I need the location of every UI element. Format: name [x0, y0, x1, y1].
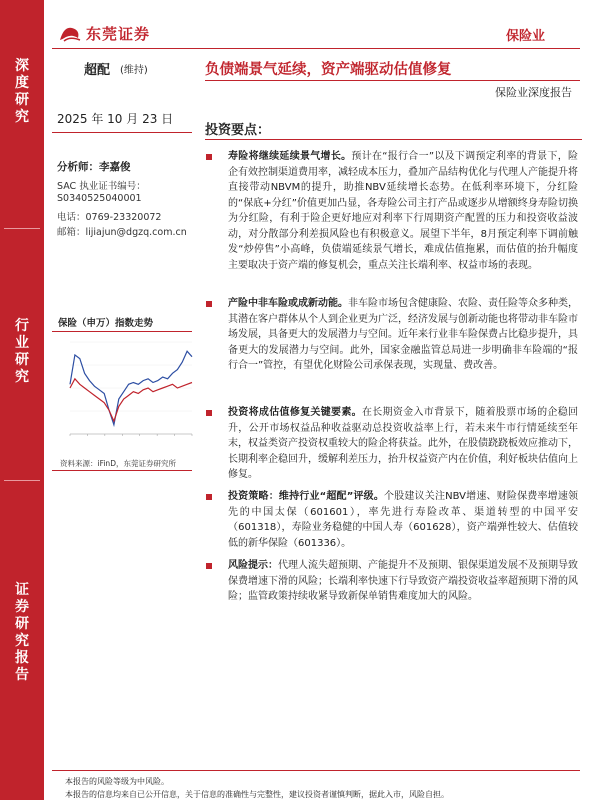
key-point-5: [228, 558, 578, 605]
sidebar-label-industry-research: [0, 318, 44, 386]
sidebar-char: 证: [15, 582, 29, 598]
bullet-marker: [206, 410, 212, 416]
rating-note: (维持): [120, 65, 148, 76]
key-point-2: [228, 296, 578, 374]
chart-series-line-2: [70, 379, 192, 421]
key-points-divider: [205, 139, 582, 140]
date-divider: [52, 132, 192, 133]
sidebar-char: 业: [15, 335, 29, 351]
sidebar-char: 究: [15, 633, 29, 649]
company-logo: [58, 23, 150, 44]
key-point-lead: 寿险将继续延续景气增长。: [228, 151, 352, 162]
analyst-phone: 电话：0769-23320072: [57, 212, 162, 223]
cert-label: SAC 执业证书编号：: [57, 181, 146, 192]
chart-top-divider: [52, 331, 192, 332]
sidebar-char: 究: [15, 109, 29, 125]
key-point-lead: 投资策略：维持行业“超配”评级。: [228, 491, 385, 502]
bullet-marker: [206, 301, 212, 307]
sidebar-char: 研: [15, 92, 29, 108]
sidebar-char: 行: [15, 318, 29, 334]
bullet-marker: [206, 154, 212, 160]
key-points-title: 投资要点：: [205, 123, 271, 138]
bullet-marker: [206, 563, 212, 569]
company-name: 东莞证券: [86, 25, 151, 43]
sidebar-char: 度: [15, 75, 29, 91]
sidebar: [0, 0, 44, 800]
title-divider: [205, 80, 580, 81]
key-point-text: 个股建议关注NBV增速、财险保费率增速领先的中国太保（601601），率先进行寿险改革、渠道转型的中国平安（601318），寿险业务稳健的中国人寿（601628），资产端弹性较大、估值较低的新华保险（601336）。: [228, 491, 578, 549]
industry-tag: 保险业: [505, 29, 545, 44]
footer-disclaimer: 本报告的信息均来自已公开信息，关于信息的准确性与完整性，建议投资者谨慎判断，据此入市，风险自担。: [65, 790, 449, 799]
footer-risk-level: 本报告的风险等级为中风险。: [65, 777, 169, 786]
bullet-marker: [206, 494, 212, 500]
key-point-lead: 风险提示：: [228, 560, 278, 571]
sidebar-divider: [4, 480, 40, 481]
analyst-email[interactable]: 邮箱：lijiajun@dgzq.com.cn: [57, 227, 187, 238]
cert-number: S0340525040001: [57, 193, 142, 204]
sidebar-char: 券: [15, 599, 29, 615]
report-type: 保险业深度报告: [495, 86, 572, 99]
key-point-text: 在长期资金入市背景下，随着股票市场的企稳回升，公开市场权益品种收益驱动总投资收益率上行，若未来牛市行情延续至年末，权益类资产投资权重较大的险企将获益。此外，在股债跷跷板效应推动下，长期利率企稳回升，缓解利差压力，抬升权益资产内在价值，利好板块估值向上修复。: [228, 407, 579, 480]
key-point-text: 非车险市场包含健康险、农险、责任险等众多种类，其潜在客户群体从个人到企业更为广泛，经济发展与创新动能也将带动非车险市场发展，具备更大的发展潜力与空间。近年来行业非车险保费占比稳步提升，具备更大的发展潜力与空间。此外，国家金融监管总局进一步明确非车险端的“报行合一”管控，有望优化财险公司承保表现，实现量、费改善。: [228, 298, 578, 371]
sidebar-divider: [4, 228, 40, 229]
sidebar-label-deep-research: [0, 58, 44, 126]
report-title: 负债端景气延续，资产端驱动估值修复: [205, 62, 452, 78]
key-point-lead: 投资将成估值修复关键要素。: [228, 407, 362, 418]
sidebar-label-securities-report: [0, 582, 44, 684]
header-divider: [52, 48, 580, 49]
sidebar-char: 究: [15, 369, 29, 385]
chart-title: 保险（申万）指数走势: [58, 318, 154, 329]
key-point-text: 代理人流失超预期、产能提升不及预期、银保渠道发展不及预期导致保费增速下滑的风险；长端利率快速下行导致资产端投资收益率超预期下滑的风险；监管政策持续收紧导致新保单销售难度加大的风险。: [228, 560, 578, 602]
chart-source: 资料来源：iFinD，东莞证券研究所: [60, 459, 176, 468]
rating: 超配: [84, 63, 111, 78]
analyst-name: 分析师：李嘉俊: [57, 161, 131, 173]
key-point-text: 预计在“报行合一”以及下调预定利率的背景下，险企有效控制渠道费用率，减轻成本压力，叠加产品结构优化与代理人产能提升将直接带动NBVM的提升，助推NBV延续增长态势。在低利率环境下，分红险的“保底+分红”价值更加凸显，各寿险公司主打产品或逐步从增额终身寿险切换为分红险，有利于险企更好地应对利率下行周期资产配置的压力和投资收益波动，对分散部分利差损风险也有积极意义。展望下半年，8月预定利率下调前触发“炒停售”小高峰，负债端延续景气增长，难成估值拖累，而估值的抬升幅度主要取决于资产端的修复机会，重点关注长端利率、权益市场的表现。: [228, 151, 578, 271]
sidebar-char: 告: [15, 667, 29, 683]
sidebar-char: 研: [15, 352, 29, 368]
index-trend-chart: [52, 334, 196, 452]
report-date: 2025 年 10 月 23 日: [57, 112, 174, 126]
sidebar-char: 深: [15, 58, 29, 74]
sidebar-char: 报: [15, 650, 29, 666]
key-point-3: [228, 405, 578, 483]
chart-bottom-divider: [52, 470, 192, 471]
logo-mark-icon: [58, 24, 82, 44]
footer-divider: [52, 770, 580, 771]
key-point-lead: 产险中非车险或成新动能。: [228, 298, 348, 309]
key-point-1: [228, 149, 578, 273]
sidebar-char: 研: [15, 616, 29, 632]
key-point-4: [228, 489, 578, 551]
